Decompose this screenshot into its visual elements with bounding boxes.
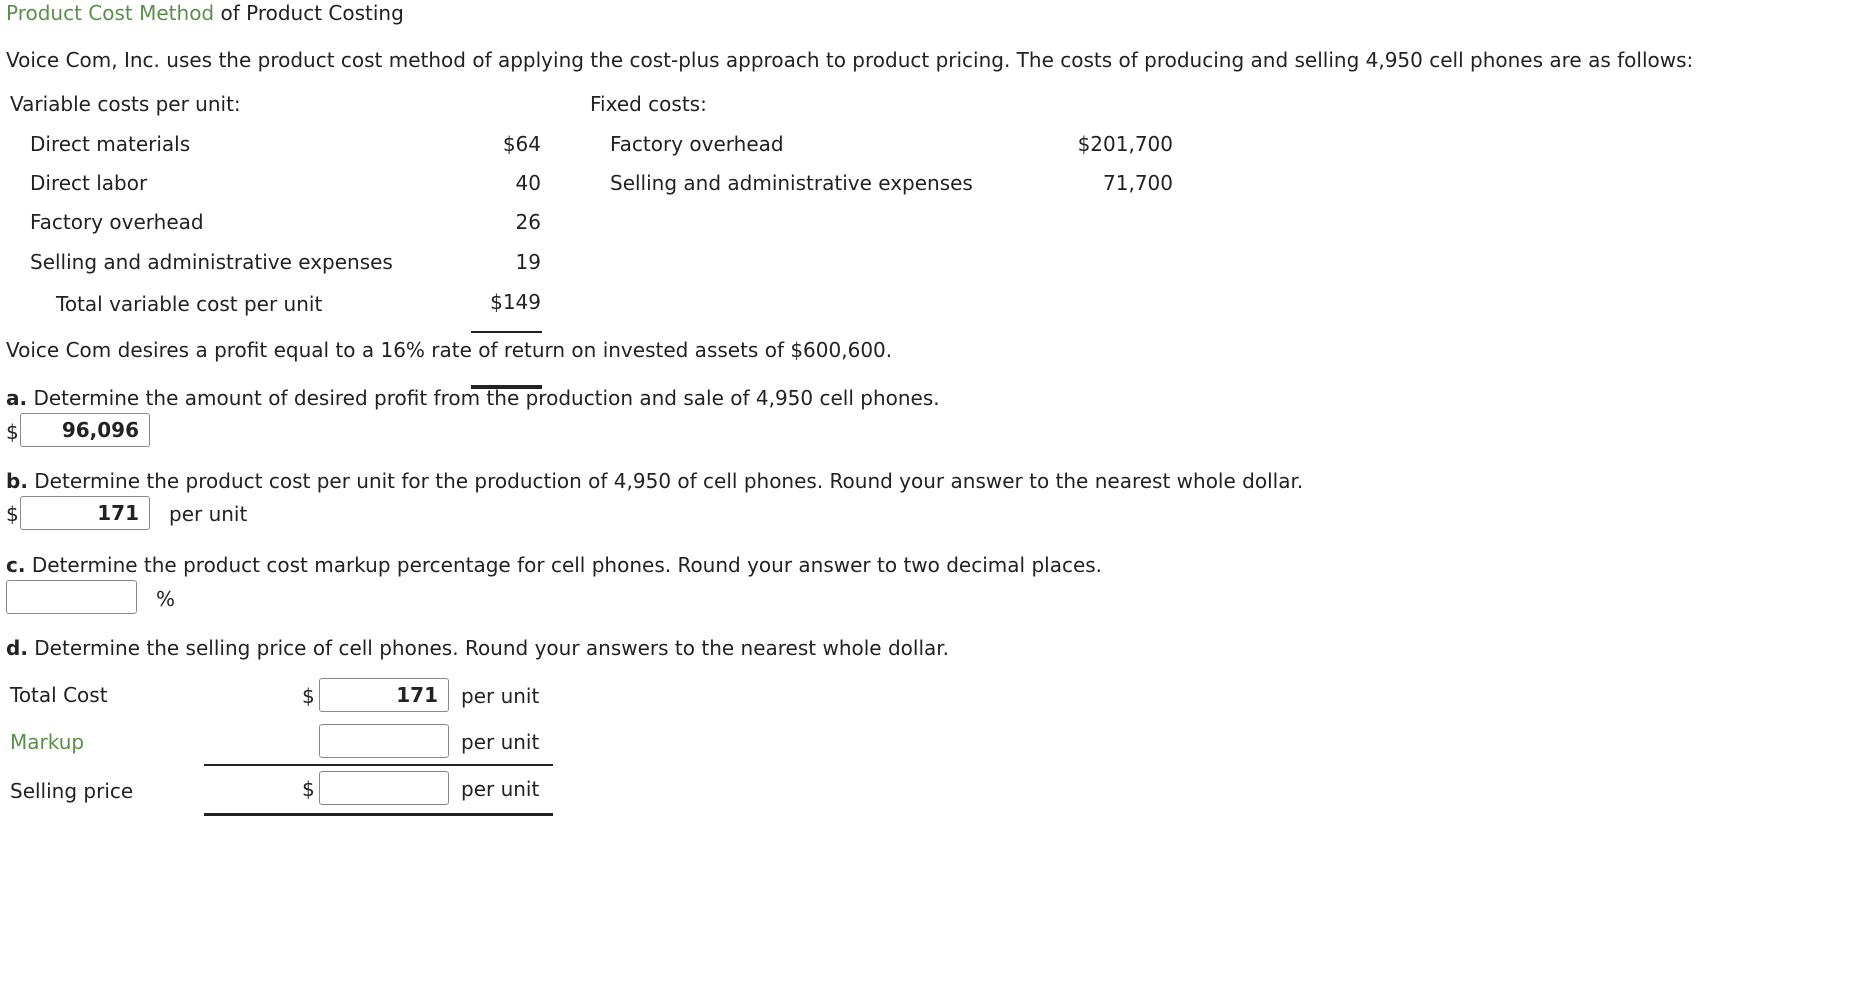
question-letter: c. <box>6 553 26 577</box>
question-text: Determine the selling price of cell phones. Round your answers to the nearest whole dollar. <box>34 636 950 660</box>
intro-paragraph: Voice Com, Inc. uses the product cost method of applying the cost-plus approach to product pricing. The costs of producing and selling 4,950 cell phones are as follows: <box>6 48 1694 72</box>
currency-symbol: $ <box>6 502 19 526</box>
unit-label: per unit <box>461 777 540 801</box>
unit-label: per unit <box>461 684 540 708</box>
currency-symbol: $ <box>302 684 315 708</box>
unit-label: per unit <box>461 730 540 754</box>
markup-link[interactable]: Markup <box>10 730 85 754</box>
fixed-costs-heading: Fixed costs: <box>590 92 707 116</box>
subtotal-rule <box>471 331 542 333</box>
variable-cost-value: 26 <box>515 210 541 234</box>
variable-cost-label: Direct labor <box>30 171 148 195</box>
question-d <box>6 638 949 658</box>
product-cost-method-link[interactable]: Product Cost Method <box>6 1 215 25</box>
question-a <box>6 388 940 408</box>
markup-percentage-input[interactable] <box>6 580 137 614</box>
page-title <box>6 3 404 23</box>
selling-price-label: Selling price <box>10 779 134 803</box>
question-b <box>6 471 1303 491</box>
fixed-cost-value: $201,700 <box>1077 132 1173 156</box>
question-letter: d. <box>6 636 28 660</box>
fixed-cost-label: Selling and administrative expenses <box>610 171 973 195</box>
currency-symbol: $ <box>6 420 19 444</box>
subtotal-rule <box>204 764 553 766</box>
desired-profit-input[interactable]: 96,096 <box>20 413 150 447</box>
total-variable-cost-label: Total variable cost per unit <box>56 292 323 316</box>
question-c <box>6 555 1102 575</box>
profit-statement: Voice Com desires a profit equal to a 16% rate of return on invested assets of $600,600. <box>6 338 893 362</box>
percent-sign: % <box>156 587 176 611</box>
variable-cost-label: Direct materials <box>30 132 191 156</box>
question-text: Determine the product cost markup percentage for cell phones. Round your answer to two decimal places. <box>31 553 1103 577</box>
variable-cost-label: Factory overhead <box>30 210 204 234</box>
variable-cost-value: 19 <box>515 250 541 274</box>
markup-input[interactable] <box>319 724 449 758</box>
total-cost-label: Total Cost <box>10 683 108 707</box>
variable-cost-label: Selling and administrative expenses <box>30 250 393 274</box>
fixed-cost-value: 71,700 <box>1103 171 1173 195</box>
variable-costs-heading: Variable costs per unit: <box>10 92 241 116</box>
variable-cost-value: $64 <box>502 132 541 156</box>
total-variable-cost-value: $149 <box>490 290 541 314</box>
currency-symbol: $ <box>302 777 315 801</box>
page-title-rest: of Product Costing <box>214 1 404 25</box>
fixed-cost-label: Factory overhead <box>610 132 784 156</box>
total-cost-input[interactable]: 171 <box>319 678 449 712</box>
question-text: Determine the amount of desired profit from the production and sale of 4,950 cell phones. <box>33 386 940 410</box>
unit-label: per unit <box>169 502 248 526</box>
variable-cost-value: 40 <box>515 171 541 195</box>
question-text: Determine the product cost per unit for the production of 4,950 of cell phones. Round your answer to the nearest whole dollar. <box>34 469 1304 493</box>
total-double-rule <box>204 813 553 816</box>
product-cost-per-unit-input[interactable]: 171 <box>20 496 150 530</box>
question-letter: a. <box>6 386 28 410</box>
question-letter: b. <box>6 469 28 493</box>
selling-price-input[interactable] <box>319 771 449 805</box>
